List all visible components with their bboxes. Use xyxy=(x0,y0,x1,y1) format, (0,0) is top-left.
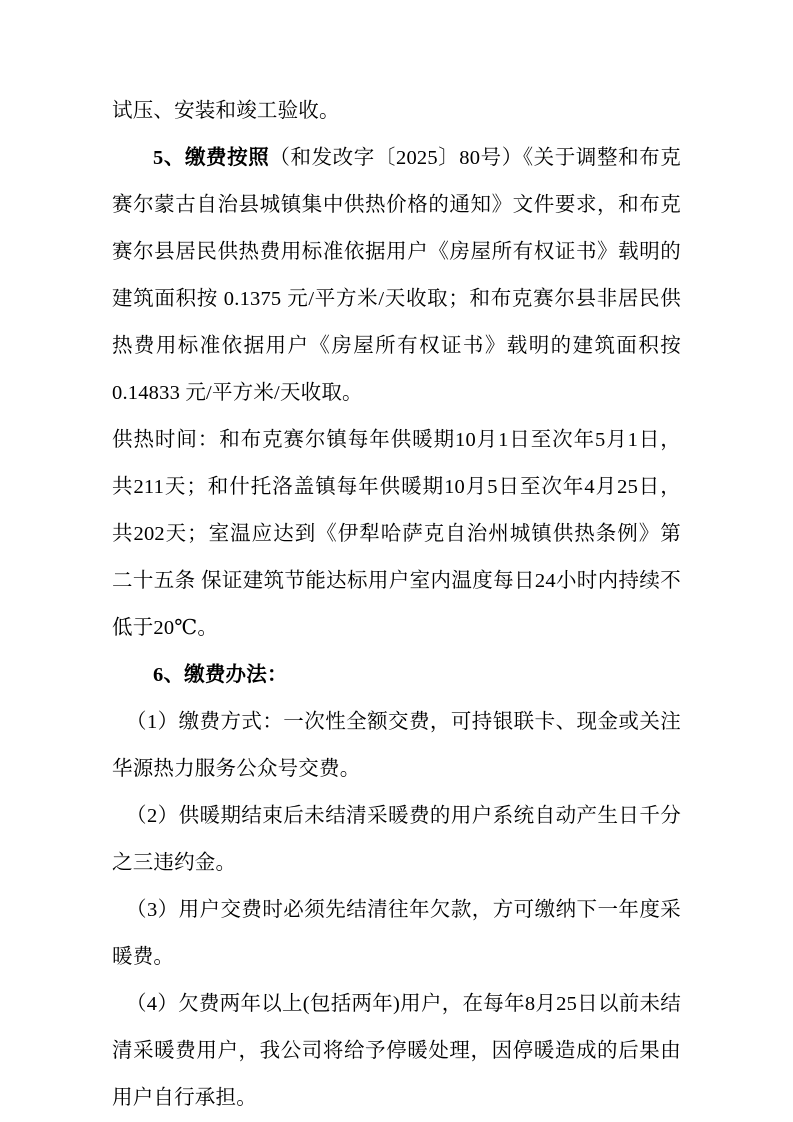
paragraph-item-6-2 xyxy=(112,793,681,887)
item-6-2-text: （2）供暖期结束后未结清采暖费的用户系统自动产生日千分之三违约金。 xyxy=(112,805,681,874)
item-6-3-text: （3）用户交费时必须先结清往年欠款，方可缴纳下一年度采暖费。 xyxy=(112,899,681,968)
item-6-colon: ： xyxy=(266,664,288,686)
item-6-1-text: （1）缴费方式：一次性全额交费，可持银联卡、现金或关注华源热力服务公众号交费。 xyxy=(112,711,681,780)
paragraph-item-6-4 xyxy=(112,981,681,1122)
paragraph-text: 试压、安装和竣工验收。 xyxy=(112,100,340,122)
item-5-heading: 5、缴费按照 xyxy=(153,147,270,169)
paragraph-item-6 xyxy=(112,652,681,699)
paragraph-continuation xyxy=(112,88,681,135)
item-6-heading: 6、缴费办法 xyxy=(153,664,267,686)
heating-time-text: 供热时间：和布克赛尔镇每年供暖期10月1日至次年5月1日，共211天；和什托洛盖镇每年供暖期10月5日至次年4月25日，共202天；室温应达到《伊犁哈萨克自治州城镇供热条例》第二十五条 保证建筑节能达标用户室内温度每日24小时内持续不低于20℃。 xyxy=(112,429,681,639)
item-5-text: （和发改字〔2025〕80号）《关于调整和布克赛尔蒙古自治县城镇集中供热价格的通知》文件要求，和布克赛尔县居民供热费用标准依据用户《房屋所有权证书》载明的建筑面积按 0.1375 元/平方米/天收取；和布克赛尔县非居民供热费用标准依据用户《房屋所有权证书》载明的建筑面积按 0.14833 元/平方米/天收取。 xyxy=(112,147,681,404)
paragraph-item-5 xyxy=(112,135,681,417)
item-6-4-text: （4）欠费两年以上(包括两年)用户，在每年8月25日以前未结清采暖费用户，我公司将给予停暖处理，因停暖造成的后果由用户自行承担。 xyxy=(112,993,681,1109)
paragraph-item-6-3 xyxy=(112,887,681,981)
paragraph-heating-time xyxy=(112,417,681,652)
document-body xyxy=(112,88,681,1122)
paragraph-item-6-1 xyxy=(112,699,681,793)
